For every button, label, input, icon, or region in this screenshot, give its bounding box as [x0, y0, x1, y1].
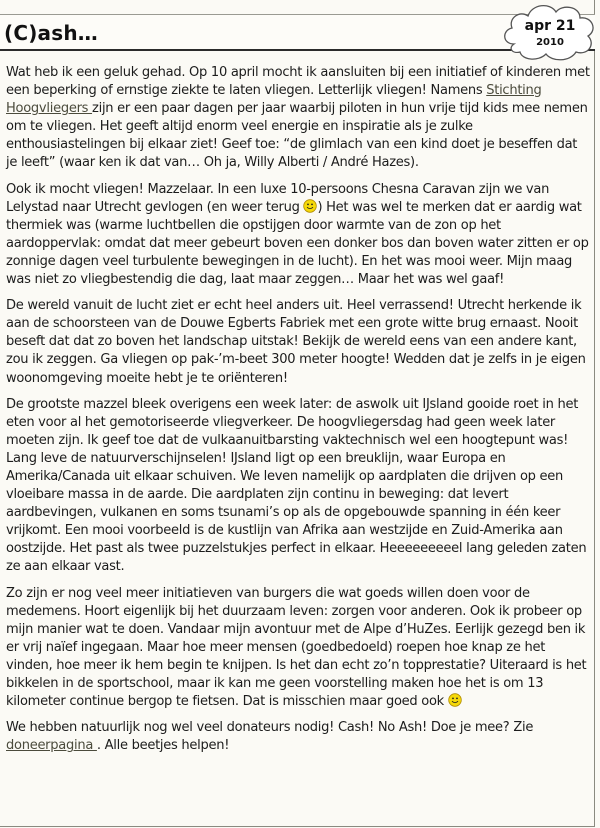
post-title: (C)ash… [4, 21, 98, 45]
date-cloud-badge [500, 0, 600, 66]
paragraph-text: ) Het was wel te merken dat er aardig wat thermiek was (warme luchtbellen die opstijgen door warmte van de zon op het aardoppervlak: omdat dat meer gebeurt boven een donker bos dan boven water zitten er op zonnige dagen veel turbulente bewegingen in de lucht). En het was mooi weer. Mijn maag was niet zo vliegbestendig die dag, laat maar zeggen… Maar het was wel gaaf! [6, 199, 589, 288]
paragraph-text: Zo zijn er nog veel meer initiatieven van burgers die wat goeds willen doen voor de medemens. Hoort eigenlijk bij het duurzaam leven: zorgen voor anderen. Ook ik probeer op mijn manier wat te doen. Vandaar mijn avontuur met de Alpe d’HuZes. Eerlijk gezegd ben ik er vrij naïef ingegaan. Maar hoe meer mensen (goedbedoeld) roepen hoe knap ze het vinden, hoe meer ik hem begin te knijpen. Is het dan echt zo’n topprestatie? Uiteraard is het bikkelen in de sportschool, maar ik kan me geen voorstelling maken hoe het is om 13 kilometer continue bergop te fietsen. Dat is misschien maar goed ook [6, 585, 587, 710]
inline-link[interactable]: doneerpagina [6, 738, 97, 754]
paragraph [6, 719, 592, 755]
paragraph [6, 396, 592, 577]
paragraph-text: zijn er een paar dagen per jaar waarbij piloten in hun vrije tijd kids mee nemen om te vliegen. Het geeft altijd enorm veel energie en inspiratie als je zulke enthousiastelingen bij elkaar ziet! Geef toe: “de glimlach van een kind doet je beseffen dat je leeft” (waar ken ik dat van… Oh ja, Willy Alberti / André Hazes). [6, 101, 588, 171]
paragraph-text: Wat heb ik een geluk gehad. Op 10 april mocht ik aansluiten bij een initiatief of kinderen met een beperking of ernstige ziekte te laten vliegen. Letterlijk vliegen! Namens [6, 65, 590, 99]
paragraph-text: De wereld vanuit de lucht ziet er echt heel anders uit. Heel verrassend! Utrecht herkende ik aan de schoorsteen van de Douwe Egberts Fabriek met een grote witte brug ernaast. Nooit beseft dat dat zo boven het landschap uitstak! Bekijk de wereld eens van een andere kant, zou ik zeggen. Ga vliegen op pak-’m-beet 300 meter hoogte! Wedden dat je zelfs in je eigen woonomgeving moeite hebt je te oriënteren! [6, 298, 586, 386]
paragraph [6, 64, 592, 173]
post-year: 2010 [536, 37, 564, 48]
paragraph [6, 585, 592, 712]
post-body [6, 64, 592, 763]
inline-link[interactable]: Stichting Hoogvliegers [6, 83, 542, 117]
paragraph [6, 181, 592, 290]
paragraph-text: We hebben natuurlijk nog wel veel donateurs nodig! Cash! No Ash! Doe je mee? Zie [6, 720, 534, 736]
paragraph-text: Ook ik mocht vliegen! Mazzelaar. In een luxe 10-persoons Chesna Caravan zijn we van Lelystad naar Utrecht gevlogen (en weer terug [6, 181, 550, 215]
smiley-icon [303, 199, 317, 213]
paragraph-text: De grootste mazzel bleek overigens een week later: de aswolk uit IJsland gooide roet in het eten voor al het gemotoriseerde vliegverkeer. De hoogvliegersdag had geen week later moeten zijn. Ik geef toe dat de vulkaanuitbarsting vaktechnisch wel een hoogtepunt was! Lang leve de natuurverschijnselen! IJsland ligt op een breuklijn, waar Europa en Amerika/Canada uit elkaar schuiven. We leven namelijk op aardplaten die drijven op een vloeibare massa in de aarde. Die aardplaten zijn continu in beweging: dat levert aardbevingen, vulkanen en soms tsunami’s op als de opgebouwde spanning in één keer vrijkomt. Een mooi voorbeeld is de kustlijn van Afrika aan westzijde en Zuid-Amerika aan oostzijde. Het past als twee puzzelstukjes perfect in elkaar. Heeeeeeeeel lang geleden zaten ze aan elkaar vast. [6, 396, 587, 575]
post-date: apr 21 [524, 18, 576, 34]
paragraph [6, 297, 592, 387]
paragraph-text: . Alle beetjes helpen! [96, 738, 230, 754]
smiley-icon [448, 693, 462, 707]
